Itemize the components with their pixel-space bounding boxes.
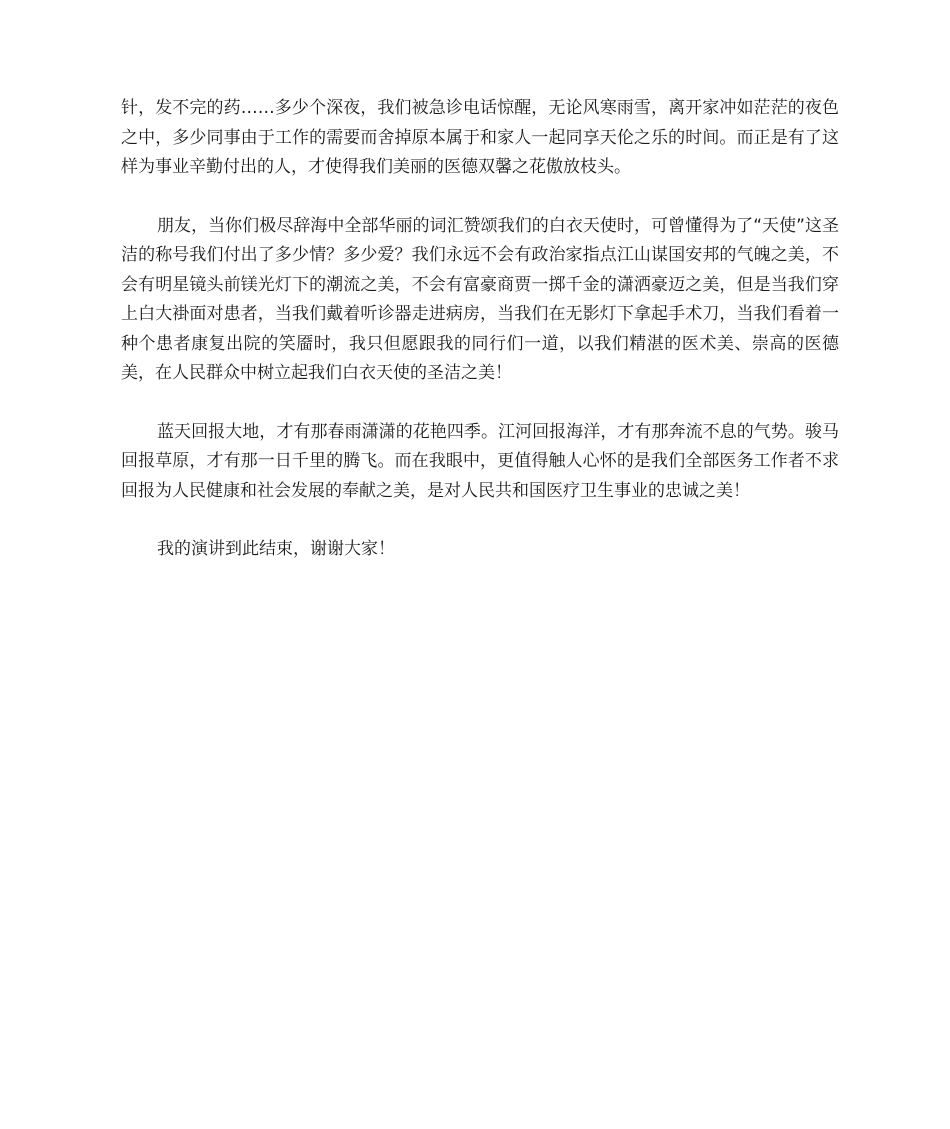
paragraph-dedication: 蓝天回报大地，才有那春雨潇潇的花艳四季。江河回报海洋，才有那奔流不息的气势。骏马回报草原，才有那一日千里的腾飞。而在我眼中，更值得触人心怀的是我们全部医务工作者不求回报为人民健康和社会发展的奉献之美，是对人民共和国医疗卫生事业的忠诚之美！ [121, 421, 839, 501]
paragraph-continuation: 针，发不完的药……多少个深夜，我们被急诊电话惊醒，无论风寒雨雪，离开家冲如茫茫的夜色之中，多少同事由于工作的需要而舍掉原本属于和家人一起同享天伦之乐的时间。而正是有了这样为事业辛勤付出的人，才使得我们美丽的医德双馨之花傲放枝头。 [121, 98, 839, 177]
paragraph-angel: 朋友，当你们极尽辞海中全部华丽的词汇赞颂我们的白衣天使时，可曾懂得为了“天使”这圣洁的称号我们付出了多少情？多少爱？我们永远不会有政治家指点江山谋国安邦的气魄之美，不会有明星镜头前镁光灯下的潮流之美，不会有富豪商贾一掷千金的潇洒豪迈之美，但是当我们穿上白大褂面对患者，当我们戴着听诊器走进病房，当我们在无影灯下拿起手术刀，当我们看着一种个患者康复出院的笑靥时，我只但愿跟我的同行们一道，以我们精湛的医术美、崇高的医德美，在人民群众中树立起我们白衣天使的圣洁之美！ [121, 215, 839, 383]
speech-body [121, 94, 839, 594]
paragraph-closing: 我的演讲到此结束，谢谢大家！ [157, 539, 395, 559]
